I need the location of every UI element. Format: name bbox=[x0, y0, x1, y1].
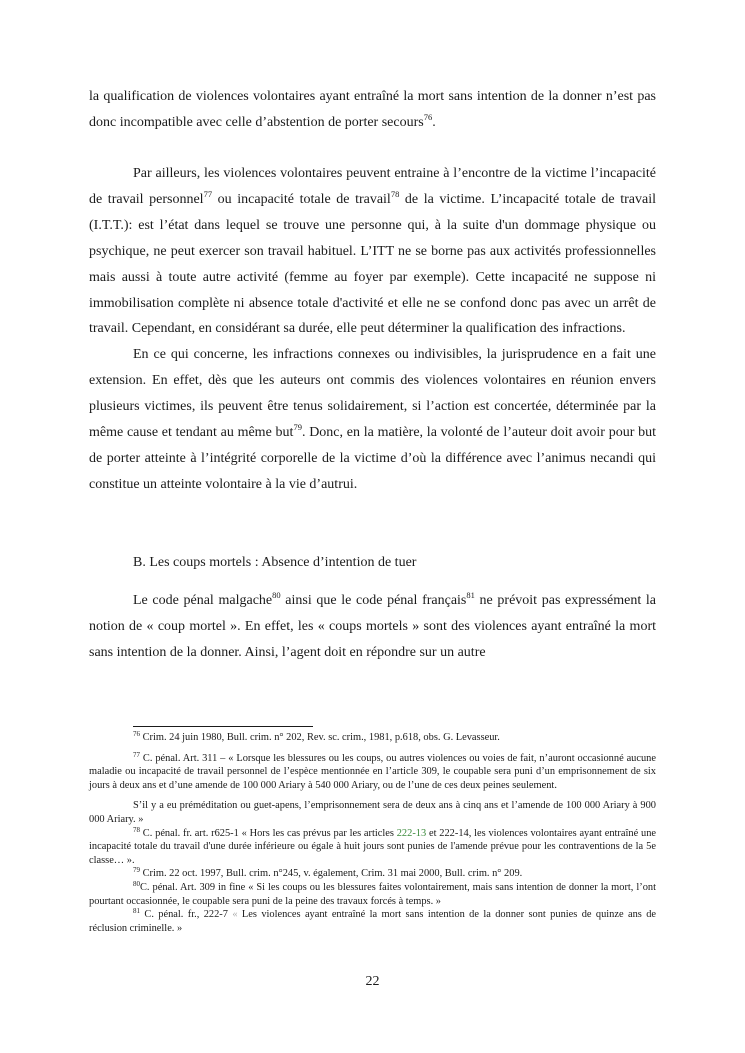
footnote-79: $^{79}$ Crim. 22 oct. 1997, Bull. crim. n°245, v. également, Crim. 31 mai 2000, Bull. crim. n° 209. bbox=[133, 866, 523, 880]
footnote-separator bbox=[133, 726, 313, 727]
footnote-80: $^{80}$C. pénal. Art. 309 in fine « Si les coups ou les blessures faites volontairement, mais sans intention de donner la mort, l’ont pourtant occasionnée, le coupable sera puni de la peine des travaux forcés à temps. » bbox=[89, 879, 656, 907]
footnote-ref-79[interactable]: 79 bbox=[293, 422, 302, 433]
footnote-ref-80[interactable]: 80 bbox=[272, 590, 281, 600]
page-number: 22 bbox=[365, 974, 380, 989]
footnote-ref-78[interactable]: 78 bbox=[390, 188, 400, 199]
section-heading: B. Les coups mortels : Absence d’intention de tuer bbox=[133, 555, 417, 570]
footnote-77-continued: S’il y a eu préméditation ou guet-apens, l’emprisonnement sera de deux ans à cinq ans et l’amende de 100 000 Ariary à 900 000 Ariary. » bbox=[89, 800, 656, 825]
footnote-77: $^{77}$ C. pénal. Art. 311 – « Lorsque les blessures ou les coups, ou autres violences ou voies de fait, n’auront occasionné aucune maladie ou incapacité de travail personnel de l’espèce mentionnée en l’article 309, le coupable sera puni d’un emprisonnement de six jours à deux ans et d’une amende de 100 000 Ariary à 540 000 Ariary, ou de l’une de ces deux peines seulement. bbox=[89, 750, 656, 791]
footnote-78: $^{78}$ C. pénal. fr. art. r625-1 « Hors les cas prévus par les articles 222-13 et 222-14, les violences volontaires ayant entraîné une incapacité totale du travail d'une durée inférieure ou égale à huit jours sont punies de l'amende prévue pour les contraventions de la 5e classe… ». bbox=[89, 825, 657, 866]
footnote-ref-81[interactable]: 81 bbox=[466, 590, 475, 600]
footnote-ref-77[interactable]: 77 bbox=[203, 188, 213, 199]
article-link-222-13[interactable]: 222-13 bbox=[396, 827, 427, 839]
footnotes bbox=[89, 731, 656, 935]
paragraph-text: la qualification de violences volontaires ayant entraîné la mort sans intention de la donner n’est pas donc incompatible avec celle d’abstention de porter secours bbox=[89, 89, 656, 130]
footnote-81: $^{81}$ C. pénal. fr., 222-7 « Les violences ayant entraîné la mort sans intention de la donner sont punies de quinze ans de réclusion criminelle. » bbox=[89, 907, 657, 934]
footnote-76: $^{76}$ Crim. 24 juin 1980, Bull. crim. n° 202, Rev. sc. crim., 1981, p.618, obs. G. Levasseur. bbox=[133, 730, 500, 743]
paragraph-3: En ce qui concerne, les infractions connexes ou indivisibles, la jurisprudence en a fait une extension. En effet, dès que les auteurs ont commis des violences volontaires en réunion envers plusieurs victimes, ils peuvent être tenus solidairement, si l’action est concertée, déterminée par la même cause et tendant au même but$^{79}$. Donc, en la matière, la volonté de l’auteur doit avoir pour but de porter atteinte à l’intégrité corporelle de la victime d’où la différence avec l’animus necandi qui constitue un atteinte volontaire à la vie d’autrui. bbox=[89, 347, 657, 492]
main-paragraphs bbox=[89, 161, 656, 498]
paragraph-2: Par ailleurs, les violences volontaires peuvent entraine à l’encontre de la victime l’incapacité de travail personnel$^{77}$ ou incapacité totale de travail$^{78}$ de la victime. L’incapacité totale de travail (I.T.T.): est l’état dans lequel se trouve une personne qui, à la suite d'un dommage physique ou psychique, ne peut exercer son travail habituel. L’ITT ne se borne pas aux activités professionnelles mais aussi à toute autre activité (femme au foyer par exemple). Cette incapacité ne suppose ni immobilisation complète ni absence totale d'activité et elle ne se confond donc pas avec un arrêt de travail. Cependant, en considérant sa durée, elle peut déterminer la qualification des infractions. bbox=[89, 166, 656, 337]
paragraph-4: Le code pénal malgache$^{80}$ ainsi que le code pénal français$^{81}$ ne prévoit pas expressément la notion de « coup mortel ». En effet, les « coups mortels » sont des violences ayant entraîné la mort sans intention de la donner. Ainsi, l’agent doit en répondre sur un autre bbox=[89, 590, 657, 660]
paragraph-1: la qualification de violences volontaires ayant entraîné la mort sans intention de la donner n’est pas donc incompatible avec celle d’abstention de porter secours$^{76}$. bbox=[89, 89, 656, 130]
footnote-ref-76[interactable]: 76 bbox=[423, 111, 433, 122]
